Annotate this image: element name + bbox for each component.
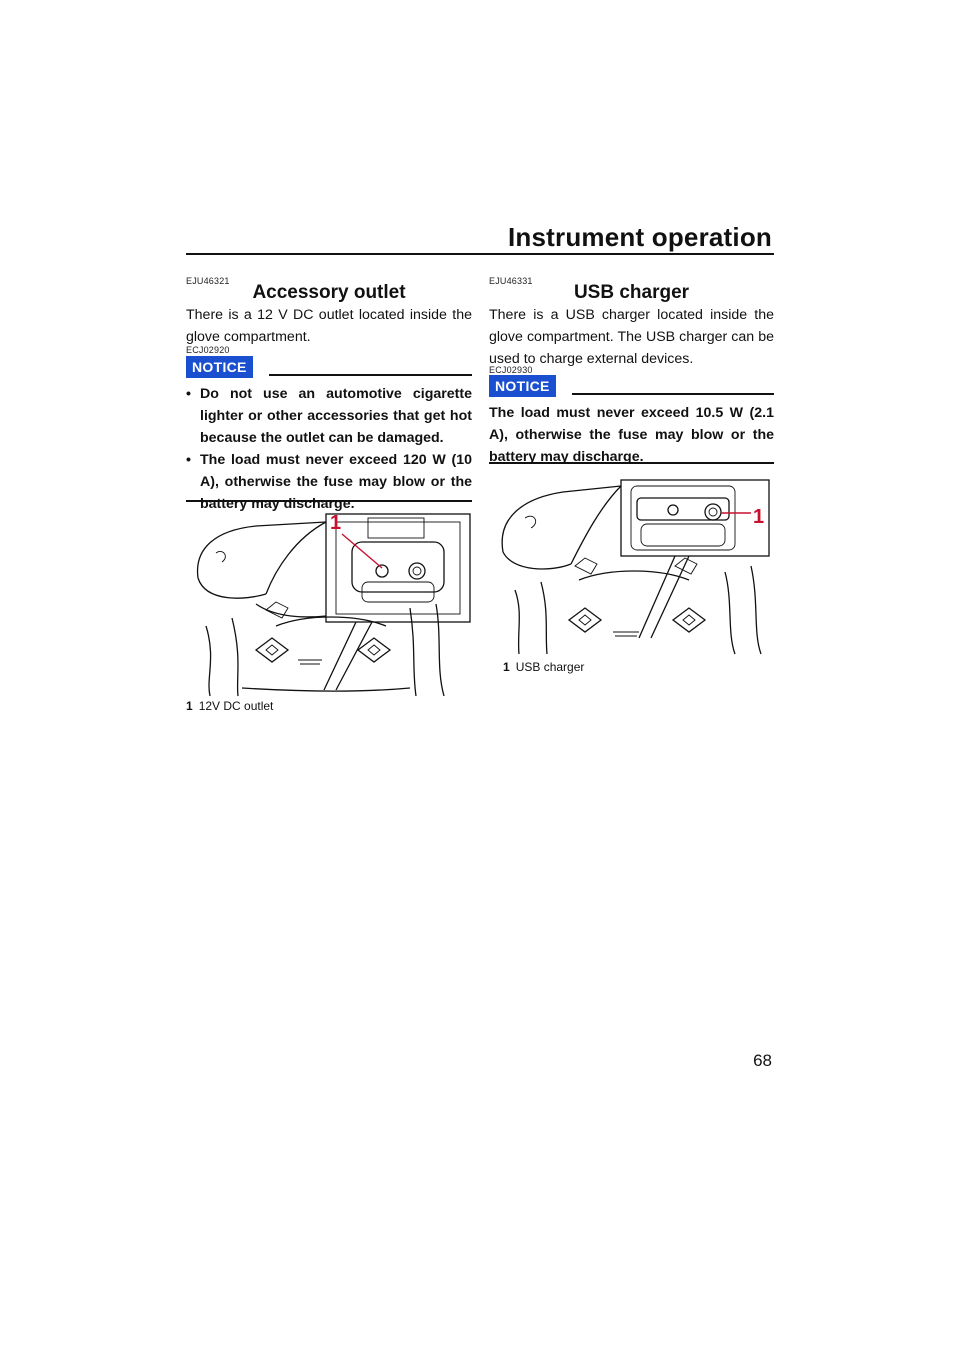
right-body-text: There is a USB charger located inside the glove compartment. The USB charger can be used to charge external devices. xyxy=(489,307,774,367)
right-control-button xyxy=(358,638,390,662)
header-rule xyxy=(186,253,774,255)
page-header-title: Instrument operation xyxy=(507,222,772,252)
accessory-outlet-illustration xyxy=(186,508,472,696)
left-notice-rule xyxy=(269,374,472,376)
left-control-button xyxy=(256,638,288,662)
right-figure-caption xyxy=(503,660,584,674)
left-section-title: Accessory outlet xyxy=(252,282,406,303)
usb-port-icon xyxy=(705,504,721,520)
right-notice-rule xyxy=(572,393,774,395)
left-control-button xyxy=(569,608,601,632)
callout-leader xyxy=(342,534,382,568)
left-figure-caption xyxy=(186,699,273,713)
right-notice-code: ECJ02930 xyxy=(489,365,533,375)
right-notice-text: The load must never exceed 10.5 W (2.1 A), otherwise the fuse may blow or the battery may discharge. xyxy=(489,405,774,465)
left-notice-end-rule xyxy=(186,500,472,502)
right-notice-header xyxy=(489,375,774,397)
left-notice-code: ECJ02920 xyxy=(186,345,230,355)
right-callout-number: 1 xyxy=(753,506,765,528)
page-number: 68 xyxy=(753,1051,772,1070)
usb-charger-illustration xyxy=(489,472,774,654)
right-notice-badge: NOTICE xyxy=(489,375,556,397)
left-notice-badge: NOTICE xyxy=(186,356,253,378)
left-notice-header xyxy=(186,356,472,378)
right-caption-number: 1 xyxy=(503,660,510,674)
right-control-button xyxy=(673,608,705,632)
left-body-text: There is a 12 V DC outlet located inside the glove compartment. xyxy=(186,307,472,345)
right-notice-end-rule xyxy=(489,462,774,464)
inset-box xyxy=(326,514,470,622)
left-notice-bullet: • Do not use an automotive cigarette lighter or other accessories that get hot because the outlet can be damaged. xyxy=(186,383,472,449)
outlet-socket-icon xyxy=(376,565,388,577)
left-caption-number: 1 xyxy=(186,699,193,713)
left-caption-text: 12V DC outlet xyxy=(198,699,274,713)
left-section-code: EJU46321 xyxy=(186,276,230,286)
left-callout-number: 1 xyxy=(330,512,342,534)
left-notice-bullet: • The load must never exceed 120 W (10 A), otherwise the fuse may blow or the battery may discharge. xyxy=(186,449,472,515)
left-notice-list xyxy=(186,383,472,515)
right-section-code: EJU46331 xyxy=(489,276,533,286)
right-section-title: USB charger xyxy=(573,282,690,303)
right-caption-text: USB charger xyxy=(515,660,585,674)
